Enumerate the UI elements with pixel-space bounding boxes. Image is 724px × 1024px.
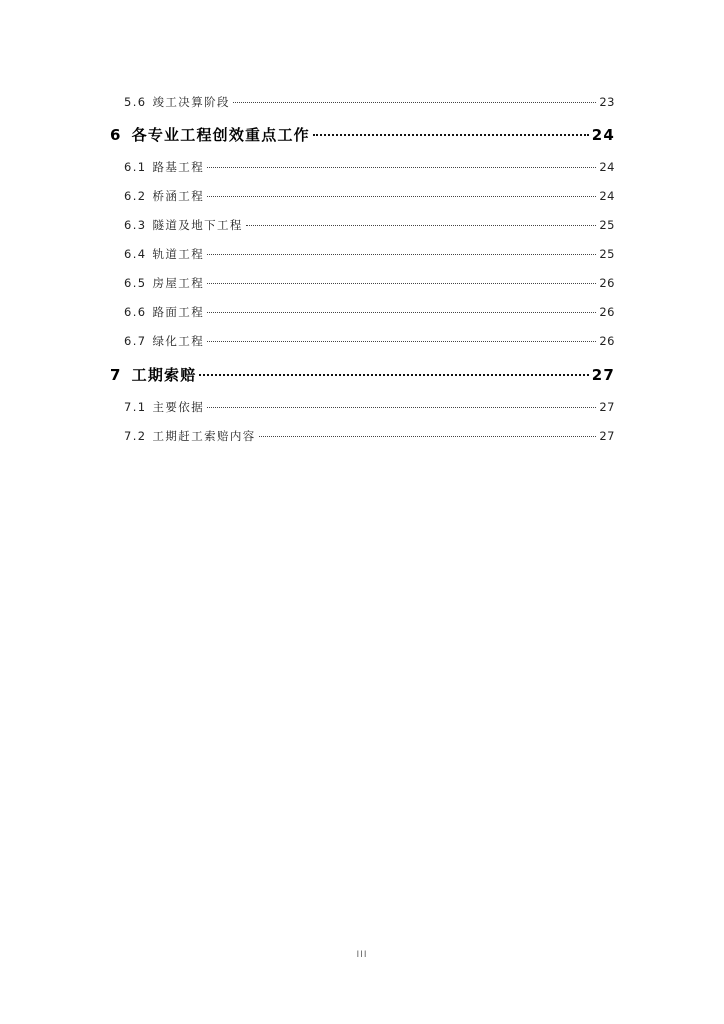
- dot-leader: [207, 341, 596, 342]
- toc-page-number: 24: [599, 160, 615, 174]
- toc-page-number: 26: [599, 305, 615, 319]
- dot-leader: [313, 134, 589, 136]
- toc-entry-7-1[interactable]: [124, 399, 615, 415]
- dot-leader: [207, 167, 596, 168]
- dot-leader: [199, 374, 588, 376]
- toc-chapter-6[interactable]: [110, 124, 615, 145]
- toc-page-number: 27: [599, 429, 615, 443]
- toc-page-number: 27: [599, 400, 615, 414]
- toc-number: 7: [110, 366, 122, 384]
- toc-title: 轨道工程: [152, 247, 205, 261]
- toc-title: 各专业工程创效重点工作: [131, 126, 310, 144]
- toc-page-number: 23: [599, 95, 615, 109]
- toc-chapter-7[interactable]: [110, 364, 615, 385]
- toc-number: 6.7: [124, 334, 147, 348]
- toc-number: 6.6: [124, 305, 147, 319]
- toc-entry-6-4[interactable]: [124, 246, 615, 262]
- dot-leader: [233, 102, 596, 103]
- toc-entry-7-2[interactable]: [124, 428, 615, 444]
- toc-page-number: 24: [591, 126, 615, 144]
- dot-leader: [207, 196, 596, 197]
- toc-entry-6-5[interactable]: [124, 275, 615, 291]
- toc-title: 工期赶工索赔内容: [152, 429, 256, 443]
- page-footer-number: III: [356, 950, 368, 960]
- toc-title: 房屋工程: [152, 276, 205, 290]
- toc-page-number: 26: [599, 276, 615, 290]
- toc-page-number: 27: [591, 366, 615, 384]
- dot-leader: [246, 225, 597, 226]
- toc-number: 7.1: [124, 400, 147, 414]
- toc-title: 绿化工程: [152, 334, 205, 348]
- dot-leader: [259, 436, 597, 437]
- toc-page-number: 24: [599, 189, 615, 203]
- toc-page-number: 26: [599, 334, 615, 348]
- toc-entry-6-6[interactable]: [124, 304, 615, 320]
- toc-number: 6: [110, 126, 122, 144]
- dot-leader: [207, 283, 596, 284]
- toc-number: 5.6: [124, 95, 147, 109]
- toc-entry-6-7[interactable]: [124, 333, 615, 349]
- toc-entry-5-6[interactable]: [124, 94, 615, 110]
- toc-page-number: 25: [599, 247, 615, 261]
- dot-leader: [207, 407, 596, 408]
- toc-title: 路基工程: [152, 160, 205, 174]
- toc-number: 6.1: [124, 160, 147, 174]
- toc-entry-6-2[interactable]: [124, 188, 615, 204]
- toc-title: 工期索赔: [131, 366, 197, 384]
- dot-leader: [207, 254, 596, 255]
- toc-number: 6.4: [124, 247, 147, 261]
- toc-title: 主要依据: [152, 400, 205, 414]
- toc-number: 7.2: [124, 429, 147, 443]
- toc-page-number: 25: [599, 218, 615, 232]
- dot-leader: [207, 312, 596, 313]
- toc-number: 6.2: [124, 189, 147, 203]
- toc-entry-6-3[interactable]: [124, 217, 615, 233]
- toc-entry-6-1[interactable]: [124, 159, 615, 175]
- toc-number: 6.5: [124, 276, 147, 290]
- toc-title: 竣工决算阶段: [152, 95, 230, 109]
- toc-number: 6.3: [124, 218, 147, 232]
- toc-title: 路面工程: [152, 305, 205, 319]
- toc-title: 隧道及地下工程: [152, 218, 243, 232]
- toc-title: 桥涵工程: [152, 189, 205, 203]
